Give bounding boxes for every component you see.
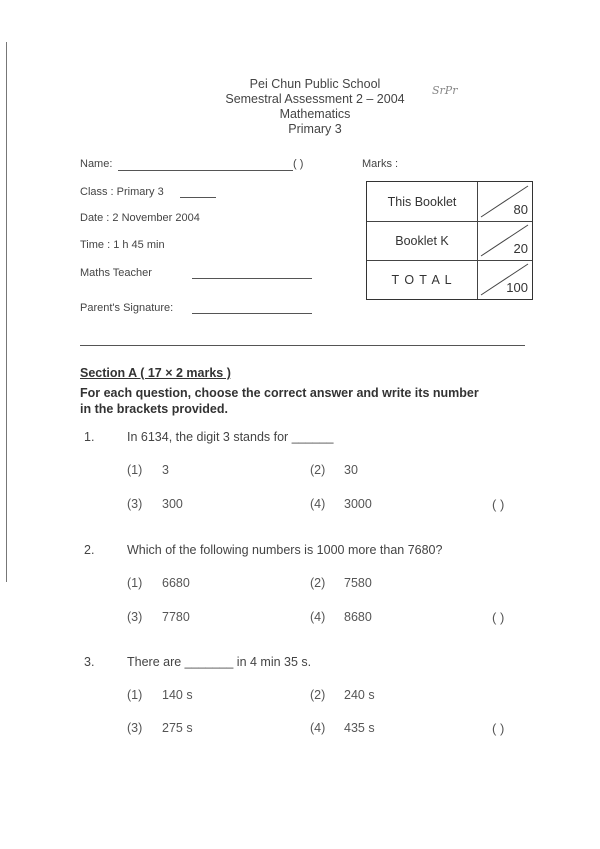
question-text: In 6134, the digit 3 stands for ______: [127, 430, 334, 444]
parent-signature-label: Parent's Signature:: [80, 302, 174, 314]
option-number: (2): [310, 688, 326, 702]
handwritten-note: SrPr: [432, 84, 458, 97]
answer-bracket[interactable]: ( ): [492, 610, 505, 625]
option-value: 275 s: [162, 721, 193, 735]
option-value: 3000: [344, 497, 372, 511]
marks-row-label: T O T A L: [391, 273, 453, 287]
marks-row-label: Booklet K: [395, 234, 449, 248]
question-text: Which of the following numbers is 1000 more than 7680?: [127, 543, 443, 557]
question-number: 3.: [84, 655, 95, 669]
option-value: 240 s: [344, 688, 375, 702]
section-title: Section A ( 17 × 2 marks ): [80, 366, 231, 380]
option-value: 7780: [162, 610, 190, 624]
marks-label: Marks :: [362, 158, 399, 170]
time-label: Time : 1 h 45 min: [80, 239, 165, 251]
option-number: (4): [310, 610, 326, 624]
marks-row-label: This Booklet: [387, 195, 457, 209]
section-divider: [80, 345, 525, 346]
option-number: (1): [127, 463, 143, 477]
date-label: Date : 2 November 2004: [80, 212, 200, 224]
name-label: Name:: [80, 158, 113, 170]
teacher-label: Maths Teacher: [80, 267, 152, 279]
option-number: (3): [127, 497, 143, 511]
marks-max-value: 100: [506, 280, 528, 295]
option-number: (2): [310, 576, 326, 590]
marks-max-value: 80: [513, 202, 528, 217]
question-number: 2.: [84, 543, 95, 557]
teacher-field[interactable]: [192, 278, 312, 279]
option-value: 8680: [344, 610, 372, 624]
parent-signature-field[interactable]: [192, 313, 312, 314]
class-field[interactable]: [180, 197, 216, 198]
option-value: 300: [162, 497, 183, 511]
instruction-line-2: in the brackets provided.: [80, 402, 228, 416]
option-number: (2): [310, 463, 326, 477]
question-text: There are _______ in 4 min 35 s.: [127, 655, 312, 669]
answer-bracket[interactable]: ( ): [492, 497, 505, 512]
option-value: 140 s: [162, 688, 193, 702]
school-name: Pei Chun Public School: [249, 77, 381, 91]
option-value: 7580: [344, 576, 372, 590]
name-field[interactable]: [118, 170, 293, 171]
class-label: Class : Primary 3: [80, 186, 164, 198]
option-number: (4): [310, 497, 326, 511]
option-number: (1): [127, 576, 143, 590]
register-number-field[interactable]: ( ): [293, 158, 304, 170]
subject-title: Mathematics: [279, 107, 351, 121]
option-value: 30: [344, 463, 358, 477]
marks-table: [366, 181, 533, 300]
answer-bracket[interactable]: ( ): [492, 721, 505, 736]
option-number: (3): [127, 610, 143, 624]
option-value: 435 s: [344, 721, 375, 735]
instruction-line-1: For each question, choose the correct answer and write its number: [80, 386, 479, 400]
assessment-title: Semestral Assessment 2 – 2004: [225, 92, 405, 106]
margin-rule: [6, 42, 7, 582]
marks-max-value: 20: [513, 241, 528, 256]
level-title: Primary 3: [288, 122, 342, 136]
option-value: 3: [162, 463, 169, 477]
option-value: 6680: [162, 576, 190, 590]
question-number: 1.: [84, 430, 95, 444]
option-number: (1): [127, 688, 143, 702]
option-number: (3): [127, 721, 143, 735]
option-number: (4): [310, 721, 326, 735]
